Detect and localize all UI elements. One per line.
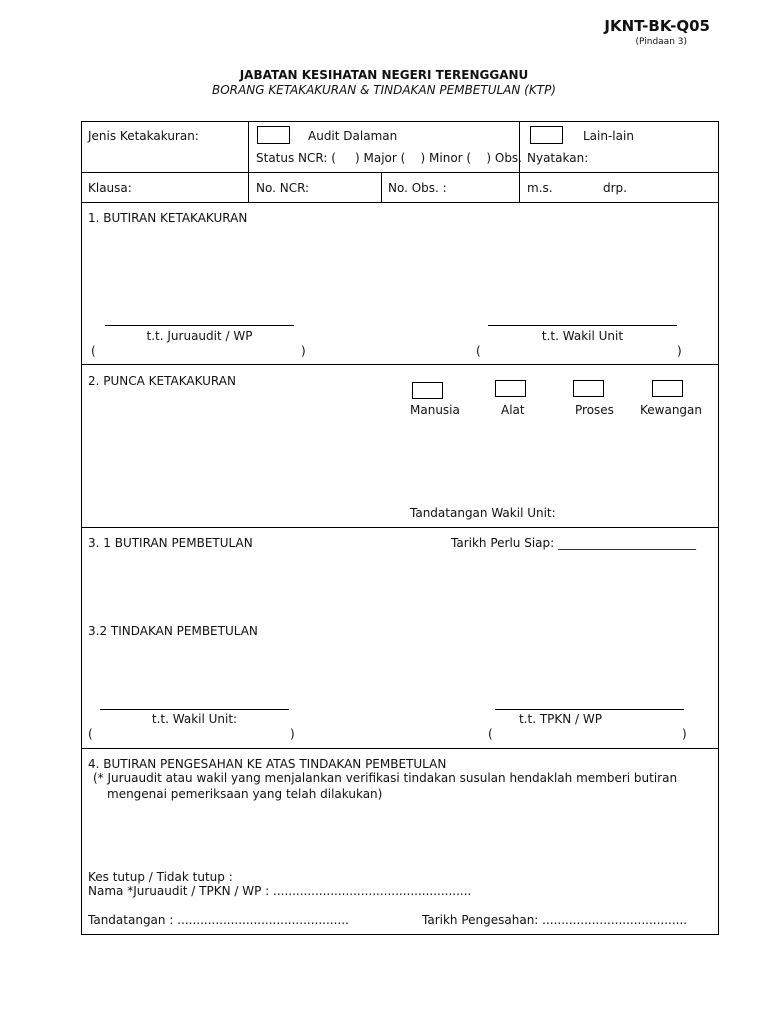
no-ncr-label: No. NCR: [256, 181, 310, 195]
section3-2-heading: 3.2 TINDAKAN PEMBETULAN [88, 624, 258, 638]
no-obs-label: No. Obs. : [388, 181, 447, 195]
row-divider [81, 202, 719, 203]
sig-wakil-unit-label: t.t. Wakil Unit [541, 329, 624, 343]
manusia-checkbox[interactable] [412, 382, 443, 399]
sig-tpkn-label: t.t. TPKN / WP [518, 712, 603, 726]
lain-lain-checkbox[interactable] [530, 126, 563, 144]
paren-close: ) [290, 727, 295, 741]
nyatakan-label: Nyatakan: [527, 151, 589, 165]
proses-checkbox[interactable] [573, 380, 604, 397]
form-title: JABATAN KESIHATAN NEGERI TERENGGANU [239, 68, 529, 82]
status-ncr: Status NCR: ( ) Major ( ) Minor ( ) Obs. [256, 151, 522, 165]
case-status: Kes tutup / Tidak tutup : [88, 870, 233, 884]
signature-line [105, 325, 294, 326]
lain-lain-label: Lain-lain [583, 129, 634, 143]
option-proses: Proses [575, 403, 614, 417]
paren-close: ) [677, 344, 682, 358]
section4-heading: 4. BUTIRAN PENGESAHAN KE ATAS TINDAKAN PEMBETULAN [88, 757, 447, 771]
kewangan-checkbox[interactable] [652, 380, 683, 397]
paren-open: ( [91, 344, 96, 358]
section2-signature: Tandatangan Wakil Unit: [410, 506, 556, 520]
row-divider [81, 364, 719, 365]
option-alat: Alat [501, 403, 525, 417]
signature-line [488, 325, 677, 326]
signature-line [100, 709, 289, 710]
form-code: JKNT-BK-Q05 [604, 17, 710, 35]
jenis-label: Jenis Ketakakuran: [88, 129, 199, 143]
klausa-label: Klausa: [88, 181, 132, 195]
section4-note: (* Juruaudit atau wakil yang menjalankan verifikasi tindakan susulan hendaklah memberi butiran [93, 771, 678, 785]
row-divider [81, 172, 719, 173]
option-kewangan: Kewangan [640, 403, 703, 417]
section1-heading: 1. BUTIRAN KETAKAKURAN [88, 211, 248, 225]
paren-close: ) [301, 344, 306, 358]
form-subtitle: BORANG KETAKAKURAN & TINDAKAN PEMBETULAN (KTP) [212, 83, 556, 97]
col-divider [381, 172, 382, 202]
row-divider [81, 527, 719, 528]
paren-open: ( [88, 727, 93, 741]
section4-note: mengenai pemeriksaan yang telah dilakukan) [107, 787, 383, 801]
ms-label: m.s. [527, 181, 553, 195]
col-divider [248, 121, 249, 202]
alat-checkbox[interactable] [495, 380, 526, 397]
paren-open: ( [488, 727, 493, 741]
verifier-name: Nama *Juruaudit / TPKN / WP : .................................................... [88, 884, 472, 898]
paren-open: ( [476, 344, 481, 358]
section2-heading: 2. PUNCA KETAKAKURAN [88, 374, 236, 388]
row-divider [81, 748, 719, 749]
drp-label: drp. [603, 181, 627, 195]
sig-juruaudit-label: t.t. Juruaudit / WP [146, 329, 253, 343]
paren-close: ) [682, 727, 687, 741]
option-manusia: Manusia [410, 403, 460, 417]
sig-wakil-unit-label: t.t. Wakil Unit: [151, 712, 238, 726]
form-revision: (Pindaan 3) [635, 37, 687, 47]
verifier-signature: Tandatangan : ............................................. [88, 913, 349, 927]
section3-1-heading: 3. 1 BUTIRAN PEMBETULAN [88, 536, 253, 550]
verification-date: Tarikh Pengesahan: ...................................... [422, 913, 688, 927]
signature-line [495, 709, 684, 710]
form-table [81, 121, 719, 935]
audit-dalaman-label: Audit Dalaman [308, 129, 398, 143]
audit-dalaman-checkbox[interactable] [257, 126, 290, 144]
due-date-field: Tarikh Perlu Siap: _______________________ [451, 536, 696, 550]
